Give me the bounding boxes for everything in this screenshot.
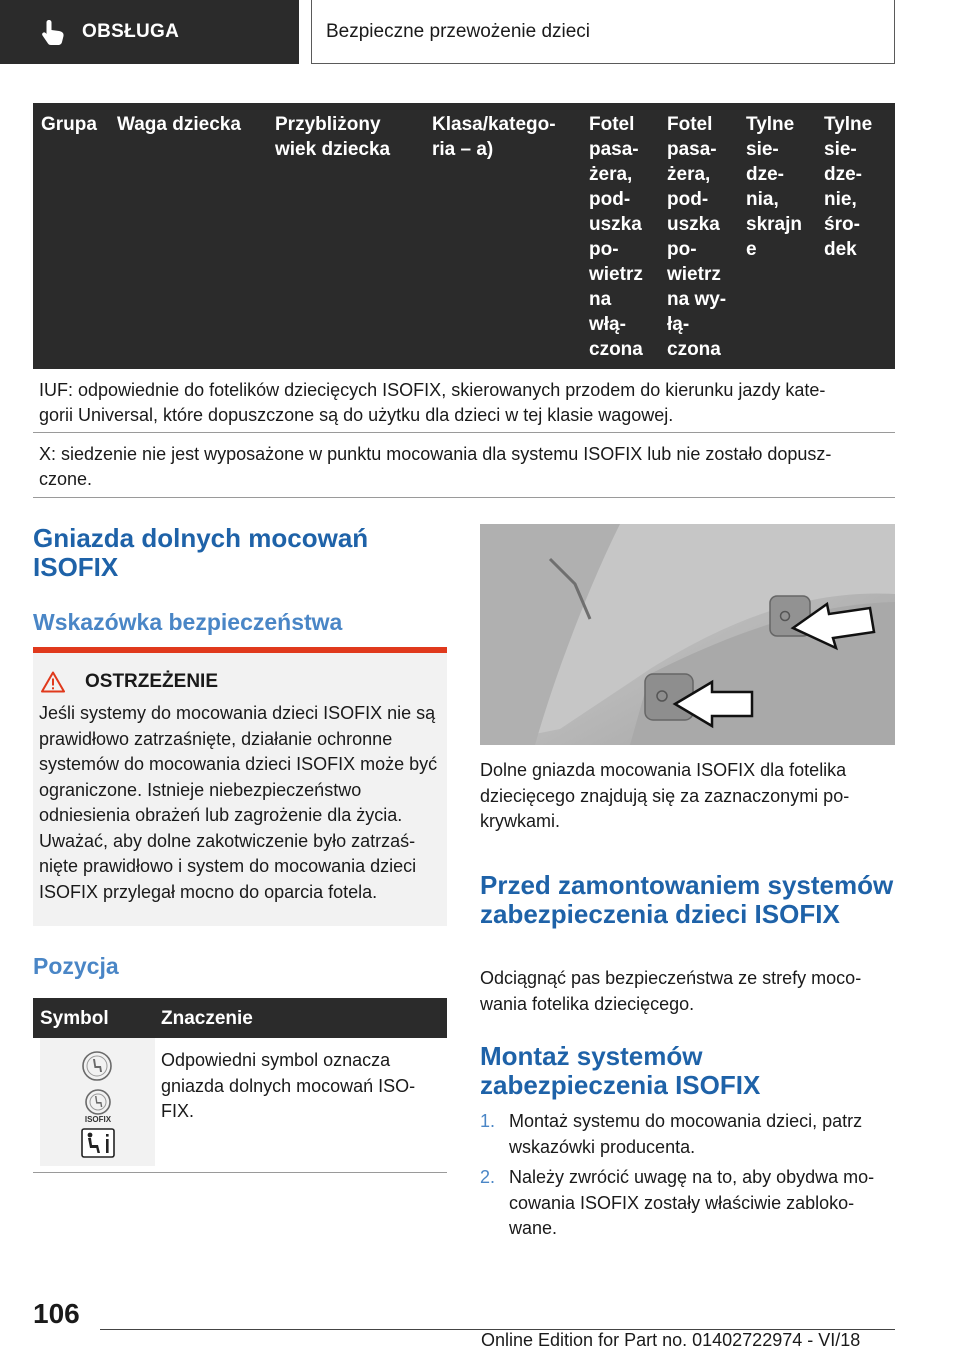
isofix-label: ISOFIX: [84, 1115, 112, 1124]
section-tab: [0, 0, 299, 64]
section-heading: Montaż systemów zabezpieczenia ISOFIX: [480, 1041, 761, 1100]
section-heading: Gniazda dolnych mocowań ISOFIX: [33, 523, 369, 582]
warning-triangle-icon: [41, 671, 65, 693]
table-col-header: Grupa: [41, 114, 97, 135]
table-col-header: Klasa/katego- ria – a): [432, 114, 556, 160]
photo-caption: Dolne gniazda mocowania ISOFIX dla fotelika dziecięcego znajdują się za zaznaczonymi po-krywkami.: [480, 760, 850, 831]
section-heading: Przed zamontowaniem systemów zabezpieczenia dzieci ISOFIX: [480, 870, 894, 929]
section-label: OBSŁUGA: [82, 21, 180, 42]
warning-text: Jeśli systemy do mocowania dzieci ISOFIX nie są prawidłowo zatrzaśnięte, działanie ochronne systemów do mocowania dzieci ISOFIX może być ograniczone. Istnieje niebezpieczeństwo odniesienia obrażeń lub zagrożenie dla życia. Uważać, aby dolne zakotwiczenie było zatrzaś-nięte prawidłowo i system do mocowania dzieci ISOFIX przylegał mocno do oparcia fotela.: [39, 703, 438, 902]
table-note-row: X: siedzenie nie jest wyposażone w punktu mocowania dla systemu ISOFIX lub nie zostało dopusz- czone.: [33, 433, 895, 498]
step-number: 1.: [480, 1111, 496, 1131]
table-col-header: Waga dziecka: [117, 114, 241, 135]
hand-pointer-icon: [40, 18, 66, 46]
list-item: [480, 1165, 895, 1243]
table-row: [33, 1038, 447, 1173]
subheading: Wskazówka bezpieczeństwa: [33, 609, 343, 635]
isofix-symbol-icon: [84, 1088, 112, 1116]
isofix-seat-icon: [81, 1128, 115, 1158]
warning-title-text: OSTRZEŻENIE: [85, 671, 219, 692]
warning-title: [41, 671, 439, 693]
table-col-header: Tylne sie- dze- nia, skrajn e: [746, 114, 802, 260]
chapter-title: Bezpieczne przewożenie dzieci: [326, 20, 591, 42]
table-col-header: Fotel pasa- żera, pod- uszka po- wietrz na wy- łą- czona: [667, 114, 727, 360]
table-col-header: Tylne sie- dze- nie, śro- dek: [824, 114, 873, 260]
symbol-col-header: Symbol: [40, 1008, 109, 1029]
warning-box: [33, 647, 447, 926]
chapter-title-box: [311, 0, 895, 64]
step-number: 2.: [480, 1167, 496, 1187]
symbol-table-header: [33, 998, 447, 1038]
table-note-row: IUF: odpowiednie do fotelików dziecięcych ISOFIX, skierowanych przodem do kierunku jazdy kate- gorii Universal, które dopuszczone są do użytku dla dzieci w tej klasie wagowej.: [33, 369, 895, 433]
table-col-header: Fotel pasa- żera, pod- uszka po- wietrz na włą- czona: [589, 114, 643, 360]
table-header: [33, 103, 895, 369]
symbol-meaning: Odpowiedni symbol oznacza gniazda dolnych mocowań ISO-FIX.: [161, 1050, 416, 1121]
body-paragraph: Odciągnąć pas bezpieczeństwa ze strefy moco-wania fotelika dziecięcego.: [480, 968, 862, 1014]
subheading-position: Pozycja: [33, 953, 119, 979]
list-item: [480, 1109, 895, 1161]
seat-illustration: [480, 524, 895, 745]
meaning-col-header: Znaczenie: [161, 1008, 253, 1029]
step-text: Należy zwrócić uwagę na to, aby obydwa mo-cowania ISOFIX zostały właściwie zabloko-wane.: [509, 1167, 875, 1238]
page-number: 106: [33, 1298, 80, 1329]
footer-edition: Online Edition for Part no. 01402722974 - VI/18: [481, 1330, 861, 1350]
symbol-cell: [40, 1038, 155, 1166]
isofix-symbol-icon: [81, 1050, 113, 1082]
table-col-header: Przybliżony wiek dziecka: [275, 114, 391, 160]
step-text: Montaż systemu do mocowania dzieci, patrz wskazówki producenta.: [509, 1111, 863, 1157]
isofix-photo: [480, 524, 895, 745]
